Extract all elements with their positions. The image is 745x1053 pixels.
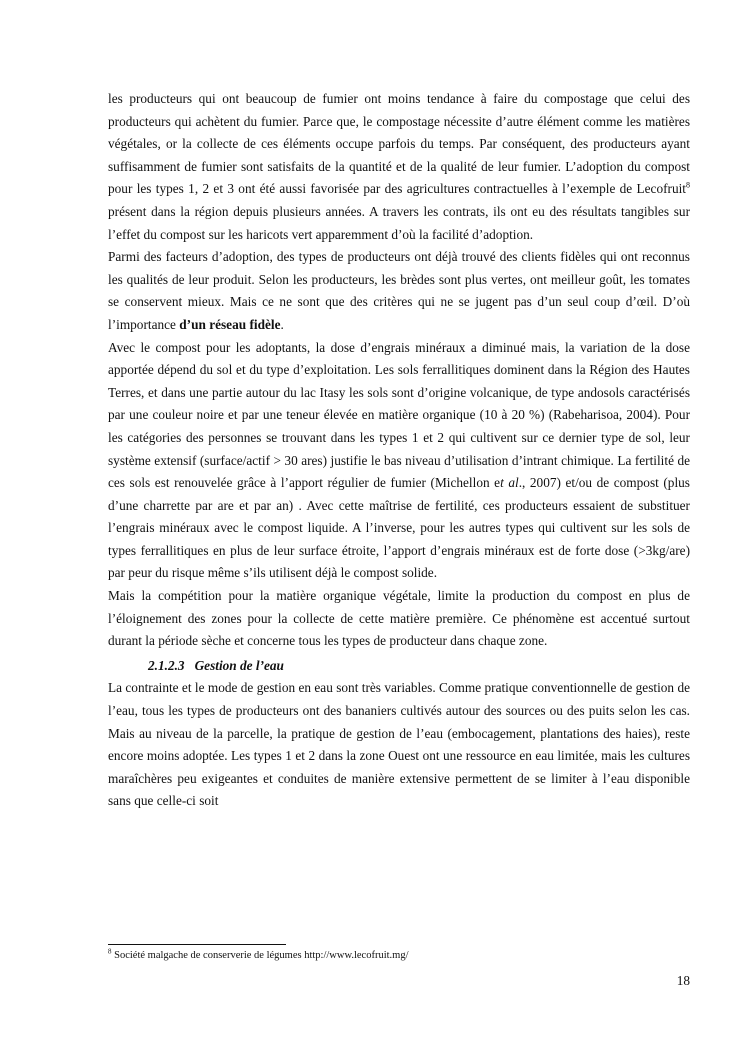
- footnote-ref-8[interactable]: 8: [686, 180, 690, 190]
- footnote-divider: [108, 944, 286, 945]
- footnote: [108, 949, 690, 963]
- footnote-text: Société malgache de conserverie de légumes http://www.lecofruit.mg/: [111, 950, 409, 961]
- footnote-marker: 8: [108, 947, 112, 956]
- paragraph-organic-matter-competition: Mais la compétition pour la matière organique végétale, limite la production du compost en plus de l’éloignement des zones pour la collecte de cette matière première. Ce phénomène est accentué surtout durant la période sèche et concerne tous les types de producteur dans chaque zone.: [108, 588, 690, 649]
- emphasis-reseau-fidele: d’un réseau fidèle: [179, 316, 281, 332]
- page-body: [108, 88, 690, 813]
- paragraph-water-management: La contrainte et le mode de gestion en eau sont très variables. Comme pratique conventionnelle de gestion de l’eau, tous les types de producteurs ont des bananiers cultivés autour des sources ou des puits selon les cas. Mais au niveau de la parcelle, la pratique de gestion de l’eau (embocagement, plantations des haies), reste encore moins adoptée. Les types 1 et 2 dans la zone Ouest ont une ressource en eau limitée, mais les cultures maraîchères peu exigeantes et conduites de manière extensive permettent de se limiter à l’eau disponible sans que celle-ci soit: [108, 680, 690, 809]
- section-heading: [148, 655, 690, 678]
- section-number: 2.1.2.3: [148, 657, 185, 673]
- paragraph-loyal-network: Parmi des facteurs d’adoption, des types de producteurs ont déjà trouvé des clients fidèles qui ont reconnus les qualités de leur produit. Selon les producteurs, les brèdes sont plus vertes, ont meilleur goût, les tomates se conservent mieux. Mais ce ne sont que des critères qui ne se jugent pas d’un seul coup d’œil. D’où l’importance d’un réseau fidèle.: [108, 249, 690, 332]
- section-title: Gestion de l’eau: [194, 657, 284, 673]
- paragraph-fertilizer-dose: Avec le compost pour les adoptants, la dose d’engrais minéraux a diminué mais, la variation de la dose apportée dépend du sol et du type d’exploitation. Les sols ferrallitiques dominent dans la Région des Hautes Terres, et dans une partie autour du lac Itasy les sols sont d’origine volcanique, de type andosols caractérisés par une couleur noire et par une teneur élevée en matière organique (10 à 20 %) (Rabeharisoa, 2004). Pour les catégories des personnes se trouvant dans les types 1 et 2 qui cultivent sur ce dernier type de sol, leur système extensif (surface/actif > 30 ares) justifie le bas niveau d’utilisation d’intrant chimique. La fertilité de ces sols est renouvelée grâce à l’apport régulier de fumier (Michellon et al., 2007) et/ou de compost (plus d’une charrette par are et par an) . Avec cette maîtrise de fertilité, ces producteurs essaient de substituer l’engrais minéraux avec le compost liquide. A l’inverse, pour les autres types qui cultivent sur les sols de types ferrallitiques en plus de leur surface étroite, l’apport d’engrais minéraux est de forte dose (>3kg/are) par peur du risque même s’ils utilisent déjà le compost solide.: [108, 339, 690, 581]
- paragraph-compost-adoption: les producteurs qui ont beaucoup de fumier ont moins tendance à faire du compostage que celui des producteurs qui achètent du fumier. Parce que, le compostage nécessite d’autre élément comme les matières végétales, or la collecte de ces éléments occupe parfois du temps. Par conséquent, des producteurs ayant suffisamment de fumier sont satisfaits de la quantité et de la qualité de leur fumier. L’adoption du compost pour les types 1, 2 et 3 ont été aussi favorisée par des agricultures contractuelles à l’exemple de Lecofruit$^8$ présent dans la région depuis plusieurs années. A travers les contrats, ils ont eu des résultats tangibles sur l’effet du compost sur les haricots vert apparemment d’où la facilité d’adoption.: [108, 91, 690, 242]
- page-number: 18: [676, 973, 690, 988]
